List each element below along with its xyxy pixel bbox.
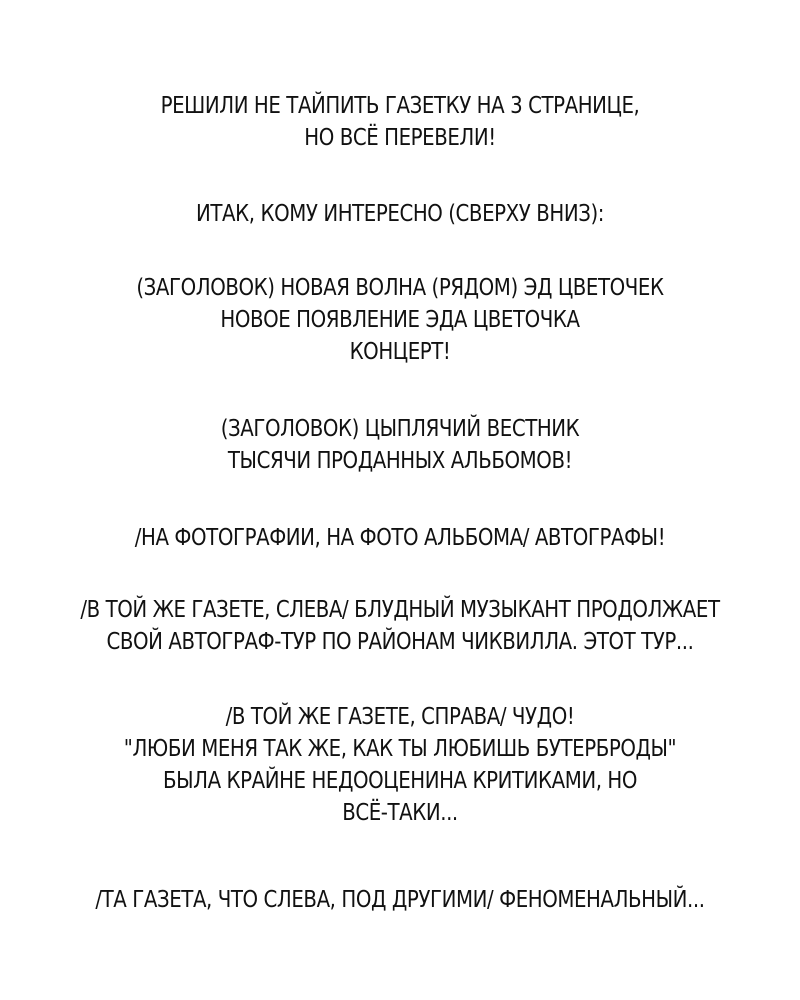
paragraph-bottom-article	[73, 884, 727, 916]
paragraph-headline-new-wave	[73, 272, 727, 368]
text-line: "ЛЮБИ МЕНЯ ТАК ЖЕ, КАК ТЫ ЛЮБИШЬ БУТЕРБРОДЫ"	[123, 736, 677, 762]
paragraph-headline-chick-herald	[73, 413, 727, 477]
text-line: /В ТОЙ ЖЕ ГАЗЕТЕ, СЛЕВА/ БЛУДНЫЙ МУЗЫКАНТ ПРОДОЛЖАЕТ	[80, 597, 720, 623]
paragraph-intro	[73, 90, 727, 154]
text-line: НО ВСЁ ПЕРЕВЕЛИ!	[304, 125, 496, 151]
text-line: /В ТОЙ ЖЕ ГАЗЕТЕ, СПРАВА/ ЧУДО!	[225, 704, 575, 730]
text-line: НОВОЕ ПОЯВЛЕНИЕ ЭДА ЦВЕТОЧКА	[220, 307, 580, 333]
paragraph-photo-caption	[73, 522, 727, 554]
text-line: КОНЦЕРТ!	[349, 339, 451, 365]
text-line: (ЗАГОЛОВОК) НОВАЯ ВОЛНА (РЯДОМ) ЭД ЦВЕТОЧЕК	[136, 275, 664, 301]
paragraph-overview	[73, 198, 727, 230]
paragraph-right-article	[73, 701, 727, 829]
text-line: РЕШИЛИ НЕ ТАЙПИТЬ ГАЗЕТКУ НА 3 СТРАНИЦЕ,	[160, 93, 640, 119]
text-line: /ТА ГАЗЕТА, ЧТО СЛЕВА, ПОД ДРУГИМИ/ ФЕНОМЕНАЛЬНЫЙ...	[95, 887, 705, 913]
paragraph-left-article	[73, 594, 727, 658]
text-line: /НА ФОТОГРАФИИ, НА ФОТО АЛЬБОМА/ АВТОГРАФЫ!	[134, 525, 666, 551]
text-line: (ЗАГОЛОВОК) ЦЫПЛЯЧИЙ ВЕСТНИК	[220, 416, 580, 442]
text-line: ТЫСЯЧИ ПРОДАННЫХ АЛЬБОМОВ!	[227, 448, 573, 474]
text-line: ВСЁ-ТАКИ...	[342, 800, 458, 826]
text-line: СВОЙ АВТОГРАФ-ТУР ПО РАЙОНАМ ЧИКВИЛЛА. ЭТОТ ТУР...	[106, 629, 694, 655]
text-line: ИТАК, КОМУ ИНТЕРЕСНО (СВЕРХУ ВНИЗ):	[196, 201, 604, 227]
text-line: БЫЛА КРАЙНЕ НЕДООЦЕНИНА КРИТИКАМИ, НО	[162, 768, 638, 794]
